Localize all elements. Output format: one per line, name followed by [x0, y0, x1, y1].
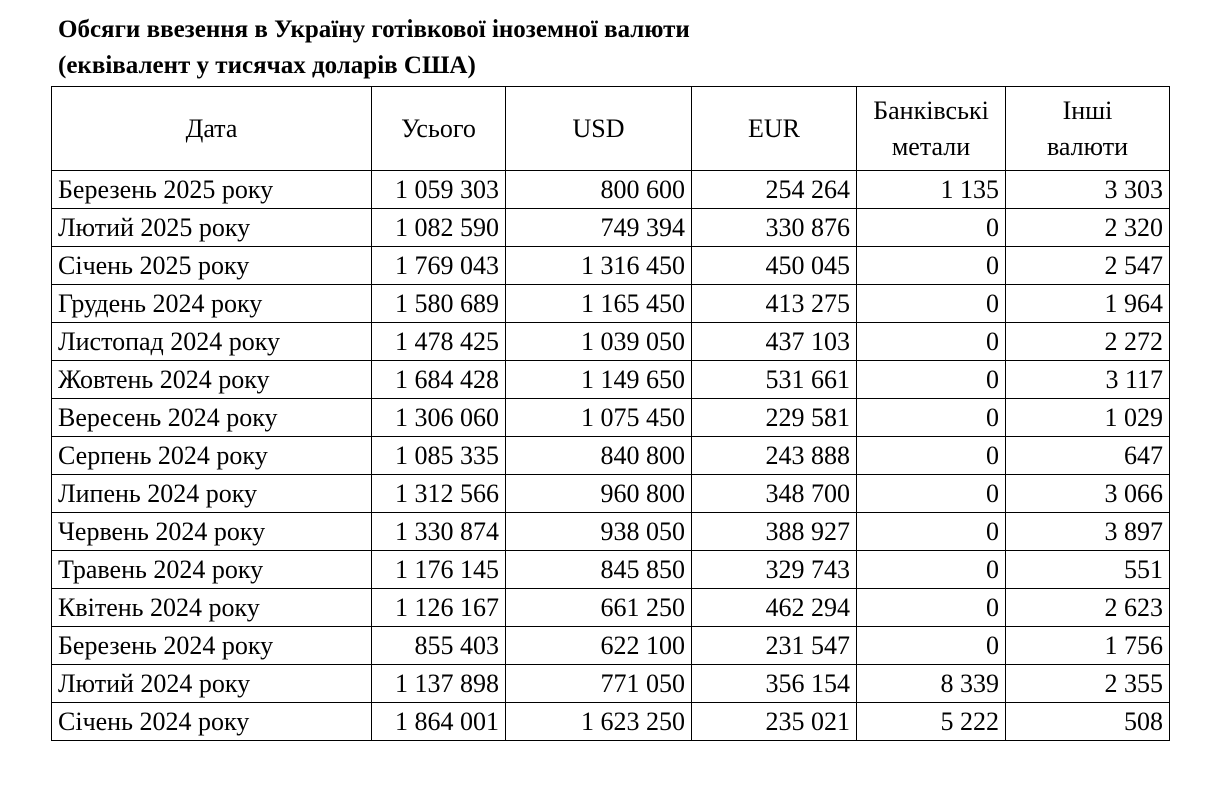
cell-other-currencies: 2 623 [1006, 589, 1170, 627]
table-row [52, 627, 1170, 665]
cell-total: 1 312 566 [372, 475, 506, 513]
cell-total: 1 769 043 [372, 247, 506, 285]
cell-usd: 1 165 450 [506, 285, 692, 323]
cell-date: Грудень 2024 року [52, 285, 372, 323]
cell-eur: 388 927 [692, 513, 857, 551]
document-title [58, 12, 690, 84]
table-header-row [52, 87, 1170, 171]
header-bank-metals-line1: Банківські [873, 95, 989, 125]
table-body [52, 171, 1170, 741]
cell-other-currencies: 1 756 [1006, 627, 1170, 665]
cell-other-currencies: 3 303 [1006, 171, 1170, 209]
cell-date: Березень 2024 року [52, 627, 372, 665]
cell-total: 1 864 001 [372, 703, 506, 741]
cell-other-currencies: 2 272 [1006, 323, 1170, 361]
cell-total: 1 684 428 [372, 361, 506, 399]
cell-bank-metals: 0 [857, 627, 1006, 665]
cell-other-currencies: 647 [1006, 437, 1170, 475]
cell-usd: 938 050 [506, 513, 692, 551]
cell-eur: 243 888 [692, 437, 857, 475]
cell-date: Травень 2024 року [52, 551, 372, 589]
table-row [52, 703, 1170, 741]
header-usd: USD [506, 87, 692, 171]
cell-bank-metals: 0 [857, 247, 1006, 285]
cell-other-currencies: 2 355 [1006, 665, 1170, 703]
cell-total: 1 059 303 [372, 171, 506, 209]
header-other-currencies [1006, 87, 1170, 171]
table-row [52, 551, 1170, 589]
cell-usd: 622 100 [506, 627, 692, 665]
header-bank-metals-line2: метали [891, 131, 971, 161]
cell-other-currencies: 1 964 [1006, 285, 1170, 323]
cell-eur: 531 661 [692, 361, 857, 399]
header-total: Усього [372, 87, 506, 171]
cell-other-currencies: 508 [1006, 703, 1170, 741]
cell-bank-metals: 0 [857, 361, 1006, 399]
cell-eur: 450 045 [692, 247, 857, 285]
cell-total: 1 306 060 [372, 399, 506, 437]
title-line-1: Обсяги ввезення в Україну готівкової іноземної валюти [58, 16, 690, 43]
cell-other-currencies: 2 547 [1006, 247, 1170, 285]
cell-total: 1 580 689 [372, 285, 506, 323]
table-row [52, 437, 1170, 475]
cell-other-currencies: 551 [1006, 551, 1170, 589]
cell-date: Січень 2025 року [52, 247, 372, 285]
header-bank-metals [857, 87, 1006, 171]
cell-total: 1 085 335 [372, 437, 506, 475]
cell-usd: 1 316 450 [506, 247, 692, 285]
table-row [52, 323, 1170, 361]
cell-date: Лютий 2025 року [52, 209, 372, 247]
cell-bank-metals: 0 [857, 589, 1006, 627]
cell-eur: 231 547 [692, 627, 857, 665]
cell-usd: 1 623 250 [506, 703, 692, 741]
cell-other-currencies: 2 320 [1006, 209, 1170, 247]
header-date: Дата [52, 87, 372, 171]
cell-total: 855 403 [372, 627, 506, 665]
table-row [52, 513, 1170, 551]
cell-date: Жовтень 2024 року [52, 361, 372, 399]
table-row [52, 285, 1170, 323]
cell-date: Липень 2024 року [52, 475, 372, 513]
cell-bank-metals: 8 339 [857, 665, 1006, 703]
cell-eur: 462 294 [692, 589, 857, 627]
table-row [52, 209, 1170, 247]
cell-eur: 329 743 [692, 551, 857, 589]
header-other-line1: Інші [1062, 95, 1113, 125]
header-eur: EUR [692, 87, 857, 171]
cell-date: Березень 2025 року [52, 171, 372, 209]
cell-bank-metals: 5 222 [857, 703, 1006, 741]
title-line-2: (еквівалент у тисячах доларів США) [58, 52, 476, 79]
cell-usd: 845 850 [506, 551, 692, 589]
cell-total: 1 082 590 [372, 209, 506, 247]
cell-bank-metals: 0 [857, 475, 1006, 513]
table-row [52, 247, 1170, 285]
cell-usd: 960 800 [506, 475, 692, 513]
table-row [52, 171, 1170, 209]
cell-other-currencies: 3 897 [1006, 513, 1170, 551]
cell-eur: 437 103 [692, 323, 857, 361]
cell-total: 1 137 898 [372, 665, 506, 703]
cell-usd: 1 075 450 [506, 399, 692, 437]
cell-eur: 330 876 [692, 209, 857, 247]
cell-eur: 413 275 [692, 285, 857, 323]
cell-usd: 840 800 [506, 437, 692, 475]
cell-usd: 1 039 050 [506, 323, 692, 361]
cell-date: Квітень 2024 року [52, 589, 372, 627]
cell-bank-metals: 0 [857, 399, 1006, 437]
cell-eur: 229 581 [692, 399, 857, 437]
table-row [52, 475, 1170, 513]
cell-date: Червень 2024 року [52, 513, 372, 551]
cell-eur: 356 154 [692, 665, 857, 703]
table-row [52, 399, 1170, 437]
currency-import-table [51, 86, 1170, 741]
cell-date: Лютий 2024 року [52, 665, 372, 703]
header-other-line2: валюти [1046, 131, 1129, 161]
cell-bank-metals: 0 [857, 437, 1006, 475]
cell-usd: 749 394 [506, 209, 692, 247]
cell-usd: 661 250 [506, 589, 692, 627]
cell-bank-metals: 0 [857, 551, 1006, 589]
cell-eur: 235 021 [692, 703, 857, 741]
table-row [52, 665, 1170, 703]
cell-usd: 771 050 [506, 665, 692, 703]
cell-bank-metals: 1 135 [857, 171, 1006, 209]
table-row [52, 589, 1170, 627]
cell-total: 1 478 425 [372, 323, 506, 361]
cell-bank-metals: 0 [857, 513, 1006, 551]
cell-other-currencies: 3 117 [1006, 361, 1170, 399]
cell-total: 1 330 874 [372, 513, 506, 551]
cell-bank-metals: 0 [857, 323, 1006, 361]
cell-other-currencies: 3 066 [1006, 475, 1170, 513]
cell-total: 1 126 167 [372, 589, 506, 627]
cell-date: Вересень 2024 року [52, 399, 372, 437]
cell-date: Серпень 2024 року [52, 437, 372, 475]
cell-other-currencies: 1 029 [1006, 399, 1170, 437]
table-row [52, 361, 1170, 399]
cell-total: 1 176 145 [372, 551, 506, 589]
cell-date: Січень 2024 року [52, 703, 372, 741]
cell-usd: 800 600 [506, 171, 692, 209]
cell-bank-metals: 0 [857, 285, 1006, 323]
cell-date: Листопад 2024 року [52, 323, 372, 361]
cell-bank-metals: 0 [857, 209, 1006, 247]
cell-eur: 348 700 [692, 475, 857, 513]
cell-eur: 254 264 [692, 171, 857, 209]
cell-usd: 1 149 650 [506, 361, 692, 399]
